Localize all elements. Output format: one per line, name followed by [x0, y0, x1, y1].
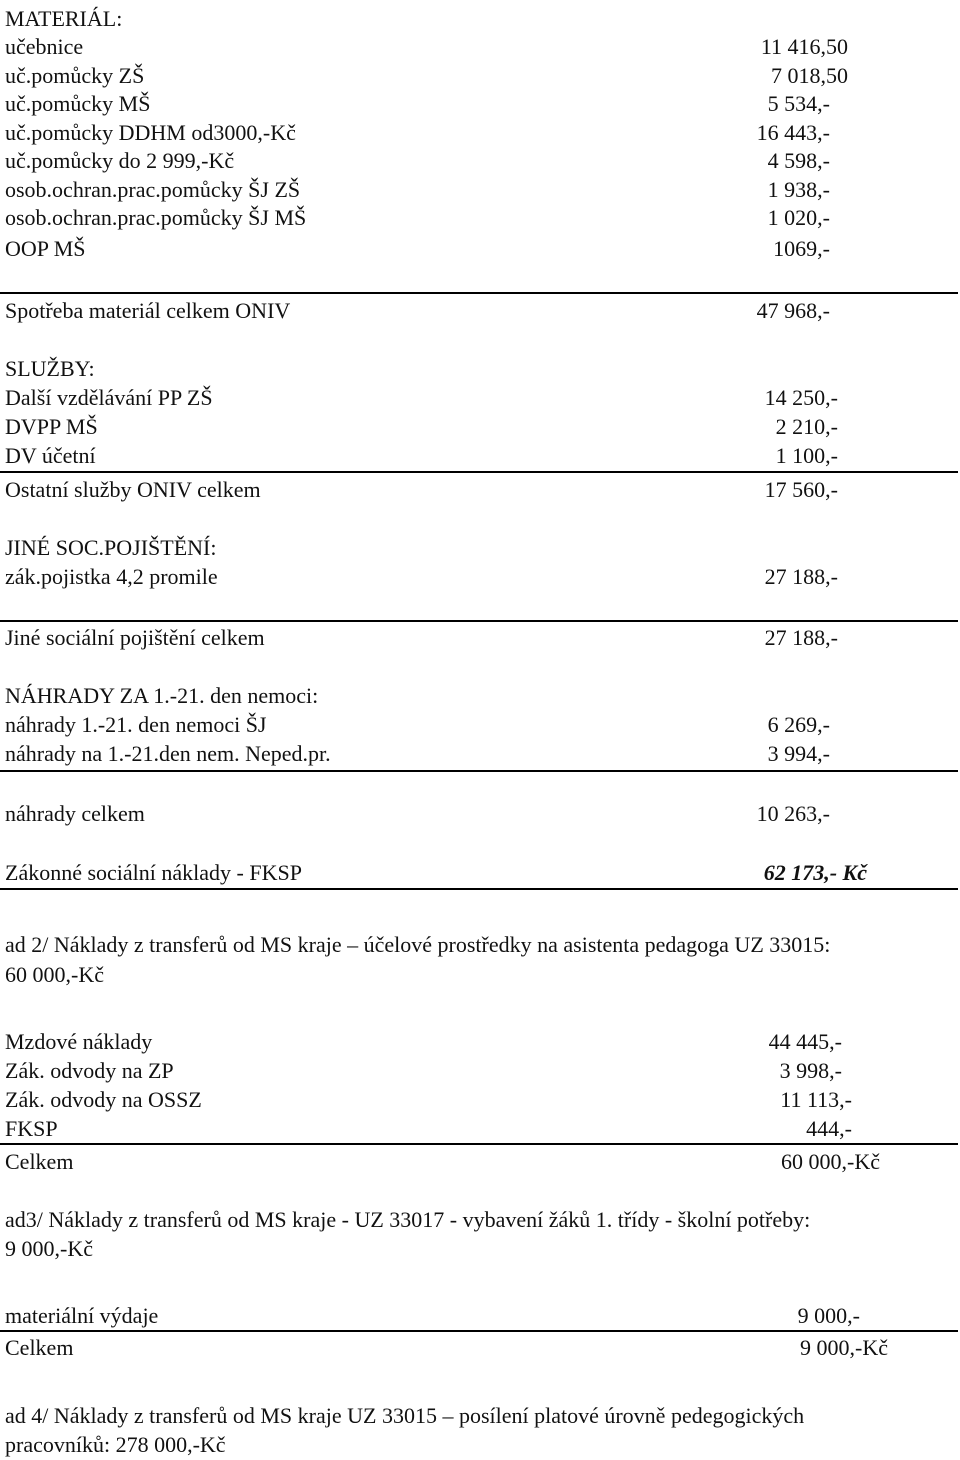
material-total-value: 47 968,- [756, 298, 830, 323]
material-item-label: OOP MŠ [5, 236, 86, 261]
material-item-label: osob.ochran.prac.pomůcky ŠJ ZŠ [5, 177, 301, 202]
services-item-label: DV účetní [5, 443, 96, 468]
section-divider [0, 292, 958, 294]
ad2-title-line2: 60 000,-Kč [5, 962, 104, 987]
statutory-label: Zákonné sociální náklady - FKSP [5, 860, 302, 885]
material-item-value: 5 534,- [767, 91, 830, 116]
compensation-item-label: náhrady na 1.-21.den nem. Neped.pr. [5, 741, 331, 766]
services-item-value: 1 100,- [775, 443, 838, 468]
insurance-item-value: 27 188,- [764, 564, 838, 589]
ad2-item-label: FKSP [5, 1116, 58, 1141]
section-divider [0, 471, 958, 473]
services-item-value: 2 210,- [775, 414, 838, 439]
services-item-label: Další vzdělávání PP ZŠ [5, 385, 213, 410]
section-divider [0, 888, 958, 890]
material-item-value: 11 416,50 [760, 34, 848, 59]
ad2-title-line1: ad 2/ Náklady z transferů od MS kraje – účelové prostředky na asistenta pedagoga UZ 33015: [5, 932, 831, 957]
section-divider [0, 770, 958, 772]
services-item-value: 14 250,- [764, 385, 838, 410]
material-total-label: Spotřeba materiál celkem ONIV [5, 298, 291, 323]
statutory-value: 62 173,- Kč [763, 860, 867, 885]
compensation-total-label: náhrady celkem [5, 801, 145, 826]
ad3-total-label: Celkem [5, 1335, 74, 1360]
ad3-title-line2: 9 000,-Kč [5, 1236, 93, 1261]
ad3-title-line1: ad3/ Náklady z transferů od MS kraje - UZ 33017 - vybavení žáků 1. třídy - školní potřeby: [5, 1207, 811, 1232]
ad4-title-line2: pracovníků: 278 000,-Kč [5, 1432, 226, 1457]
ad2-item-value: 3 998,- [779, 1058, 842, 1083]
material-item-label: uč.pomůcky MŠ [5, 91, 151, 116]
material-item-label: uč.pomůcky ZŠ [5, 63, 145, 88]
ad2-item-label: Zák. odvody na ZP [5, 1058, 174, 1083]
material-item-value: 7 018,50 [771, 63, 848, 88]
services-item-label: DVPP MŠ [5, 414, 98, 439]
material-item-label: uč.pomůcky DDHM od3000,-Kč [5, 120, 296, 145]
compensation-item-label: náhrady 1.-21. den nemoci ŠJ [5, 712, 267, 737]
compensation-item-value: 6 269,- [767, 712, 830, 737]
material-heading: MATERIÁL: [5, 6, 123, 31]
insurance-total-label: Jiné sociální pojištění celkem [5, 625, 265, 650]
insurance-total-value: 27 188,- [764, 625, 838, 650]
material-item-value: 1 938,- [767, 177, 830, 202]
section-divider [0, 620, 958, 622]
ad3-total-value: 9 000,-Kč [800, 1335, 888, 1360]
compensation-total-value: 10 263,- [756, 801, 830, 826]
material-item-label: osob.ochran.prac.pomůcky ŠJ MŠ [5, 205, 307, 230]
ad2-item-label: Zák. odvody na OSSZ [5, 1087, 202, 1112]
material-item-value: 16 443,- [756, 120, 830, 145]
material-item-value: 4 598,- [767, 148, 830, 173]
ad2-item-value: 11 113,- [780, 1087, 852, 1112]
ad3-item-label: materiální výdaje [5, 1303, 159, 1328]
ad2-item-value: 44 445,- [768, 1029, 842, 1054]
ad2-item-value: 444,- [806, 1116, 852, 1141]
material-item-label: učebnice [5, 34, 84, 59]
ad2-total-label: Celkem [5, 1149, 74, 1174]
services-total-label: Ostatní služby ONIV celkem [5, 477, 261, 502]
insurance-item-label: zák.pojistka 4,2 promile [5, 564, 218, 589]
ad2-item-label: Mzdové náklady [5, 1029, 153, 1054]
ad3-item-value: 9 000,- [797, 1303, 860, 1328]
material-item-value: 1 020,- [767, 205, 830, 230]
ad2-total-value: 60 000,-Kč [781, 1149, 880, 1174]
services-heading: SLUŽBY: [5, 356, 95, 381]
services-total-value: 17 560,- [764, 477, 838, 502]
ad4-title-line1: ad 4/ Náklady z transferů od MS kraje UZ 33015 – posílení platové úrovně pedegogických [5, 1403, 805, 1428]
material-item-value: 1069,- [773, 236, 830, 261]
material-item-label: uč.pomůcky do 2 999,-Kč [5, 148, 235, 173]
insurance-heading: JINÉ SOC.POJIŠTĚNÍ: [5, 535, 217, 560]
compensation-item-value: 3 994,- [767, 741, 830, 766]
section-divider [0, 1330, 958, 1332]
section-divider [0, 1143, 958, 1145]
compensation-heading: NÁHRADY ZA 1.-21. den nemoci: [5, 683, 319, 708]
